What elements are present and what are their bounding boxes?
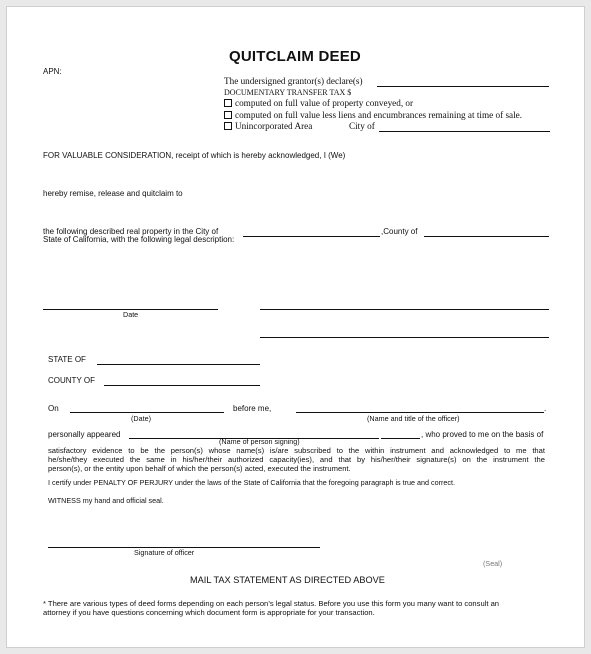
witness-text: WITNESS my hand and official seal. <box>48 496 164 505</box>
tax-option-unincorporated[interactable]: Unincorporated Area <box>224 121 312 131</box>
document-title: QUITCLAIM DEED <box>229 48 361 65</box>
doc-transfer-tax: DOCUMENTARY TRANSFER TAX $ <box>224 88 352 97</box>
proved-text: , who proved to me on the basis of <box>421 430 544 439</box>
state-blank[interactable] <box>97 364 260 365</box>
signature-officer-label: Signature of officer <box>134 548 195 557</box>
mail-tax-statement: MAIL TAX STATEMENT AS DIRECTED ABOVE <box>190 575 385 585</box>
tax-option-less-liens[interactable]: computed on full value less liens and encumbrances remaining at time of sale. <box>224 110 522 120</box>
officer-period: . <box>544 404 547 413</box>
checkbox-icon[interactable] <box>224 111 232 119</box>
grantor-signature-line-2[interactable] <box>260 337 549 338</box>
before-me-label: before me, <box>233 404 272 413</box>
seal-label: (Seal) <box>483 559 503 568</box>
city-blank[interactable] <box>379 131 550 132</box>
checkbox-icon[interactable] <box>224 99 232 107</box>
footnote: * There are various types of deed forms depending on each person’s legal status. Before you use this form you many want to consult an attorney if you have questions concerning which document form is appropriate for your transaction. <box>43 599 500 618</box>
county-of-notary-label: COUNTY OF <box>48 376 95 385</box>
on-label: On <box>48 404 59 413</box>
certify-text: I certify under PENALTY OF PERJURY under the laws of the State of California that the foregoing paragraph is true and correct. <box>48 478 455 487</box>
declare-text: The undersigned grantor(s) declare(s) <box>224 76 363 86</box>
name-signing-label: (Name of person signing) <box>219 437 300 446</box>
declare-blank[interactable] <box>377 86 549 87</box>
property-city-text: the following described real property in the City of <box>43 227 219 236</box>
county-of-label: ,County of <box>381 227 418 236</box>
officer-paren-label: (Name and title of the officer) <box>367 414 460 423</box>
legal-description-text: State of California, with the following legal description: <box>43 235 235 244</box>
grantor-signature-line-1[interactable] <box>260 309 549 310</box>
property-city-blank[interactable] <box>243 236 380 237</box>
county-blank[interactable] <box>424 236 549 237</box>
document-page <box>6 6 585 648</box>
notary-date-blank[interactable] <box>70 412 224 413</box>
state-of-label: STATE OF <box>48 355 86 364</box>
person-name-blank-2[interactable] <box>381 438 420 439</box>
apn-label: APN: <box>43 67 62 76</box>
checkbox-icon[interactable] <box>224 122 232 130</box>
tax-option-full-value[interactable]: computed on full value of property conveyed, or <box>224 98 413 108</box>
remise-text: hereby remise, release and quitclaim to <box>43 189 183 198</box>
date-label: Date <box>123 310 139 319</box>
personally-appeared-label: personally appeared <box>48 430 121 439</box>
city-of-label: City of <box>349 121 375 131</box>
date-paren-label: (Date) <box>131 414 151 423</box>
officer-name-blank[interactable] <box>296 412 544 413</box>
evidence-paragraph: satisfactory evidence to be the person(s) whose name(s) is/are subscribed to the within instrument and acknowledged to me that he/she/they executed the same in his/her/their authorized capacity(ies), and that by his/her/their signature(s) on the instrument the person(s), or the entity upon behalf of which the person(s) acted, executed the instrument. <box>48 446 545 474</box>
consideration-text: FOR VALUABLE CONSIDERATION, receipt of which is hereby acknowledged, I (We) <box>43 151 346 160</box>
county-notary-blank[interactable] <box>104 385 260 386</box>
